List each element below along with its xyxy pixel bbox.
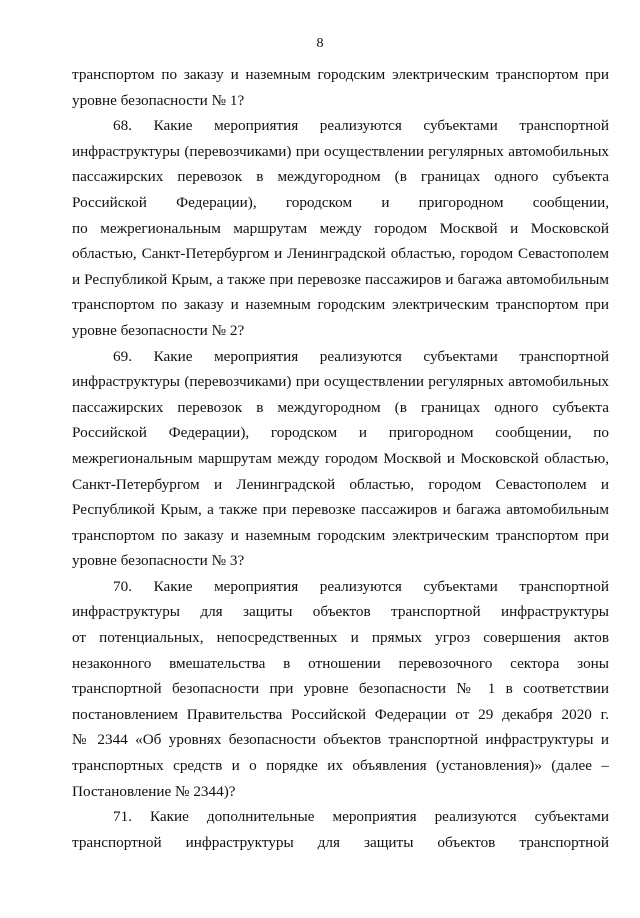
text-line: незаконного вмешательства в отношении перевозочного сектора зоны xyxy=(72,654,609,672)
text-line: пассажирских перевозок в междугородном (в границах одного субъекта xyxy=(72,398,609,416)
text-line: Республикой Крым, а также при перевозке пассажиров и багажа автомобильным xyxy=(72,501,609,519)
text-line: транспортом по заказу и наземным городским электрическим транспортом при xyxy=(72,296,609,314)
text-line: межрегиональным маршрутам между городом Москвой и Московской областью, xyxy=(72,449,609,467)
text-line: и Республикой Крым, а также при перевозке пассажиров и багажа автомобильным xyxy=(72,270,609,288)
text-line: 70. Какие мероприятия реализуются субъектами транспортной xyxy=(113,577,609,595)
text-line: 69. Какие мероприятия реализуются субъектами транспортной xyxy=(113,347,609,365)
page-number: 8 xyxy=(316,36,324,51)
text-line: Санкт-Петербургом и Ленинградской областью, городом Севастополем и xyxy=(72,475,609,493)
text-line: пассажирских перевозок в междугородном (в границах одного субъекта xyxy=(72,168,609,186)
text-line: уровне безопасности № 1? xyxy=(72,91,245,109)
text-line: Российской Федерации), городском и пригородном сообщении, xyxy=(72,193,609,211)
text-line: по межрегиональным маршрутам между городом Москвой и Московской xyxy=(72,219,609,237)
text-line: транспортной безопасности при уровне безопасности № 1 в соответствии xyxy=(72,680,609,698)
text-line: уровне безопасности № 3? xyxy=(72,552,245,570)
text-line: транспортом по заказу и наземным городским электрическим транспортом при xyxy=(72,526,609,544)
text-line: транспортных средств и о порядке их объявления (установления)» (далее – xyxy=(72,757,609,775)
text-line: уровне безопасности № 2? xyxy=(72,321,245,339)
text-line: транспортом по заказу и наземным городским электрическим транспортом при xyxy=(72,66,609,83)
text-line: областью, Санкт-Петербургом и Ленинградской областью, городом Севастополем xyxy=(72,245,609,263)
text-line: инфраструктуры (перевозчиками) при осуществлении регулярных автомобильных xyxy=(72,142,609,160)
text-line: инфраструктуры (перевозчиками) при осуществлении регулярных автомобильных xyxy=(72,373,609,391)
text-line: 71. Какие дополнительные мероприятия реализуются субъектами xyxy=(113,808,609,826)
text-line: инфраструктуры для защиты объектов транспортной инфраструктуры xyxy=(72,603,609,621)
text-line: транспортной инфраструктуры для защиты объектов транспортной xyxy=(72,833,609,851)
document-body xyxy=(72,62,609,855)
text-line: Постановление № 2344)? xyxy=(72,782,236,800)
text-line: № 2344 «Об уровнях безопасности объектов транспортной инфраструктуры и xyxy=(72,731,609,749)
text-line: Российской Федерации), городском и пригородном сообщении, по xyxy=(72,424,609,442)
text-line: постановлением Правительства Российской Федерации от 29 декабря 2020 г. xyxy=(72,705,609,723)
text-line: 68. Какие мероприятия реализуются субъектами транспортной xyxy=(113,117,609,135)
text-line: от потенциальных, непосредственных и прямых угроз совершения актов xyxy=(72,629,609,647)
